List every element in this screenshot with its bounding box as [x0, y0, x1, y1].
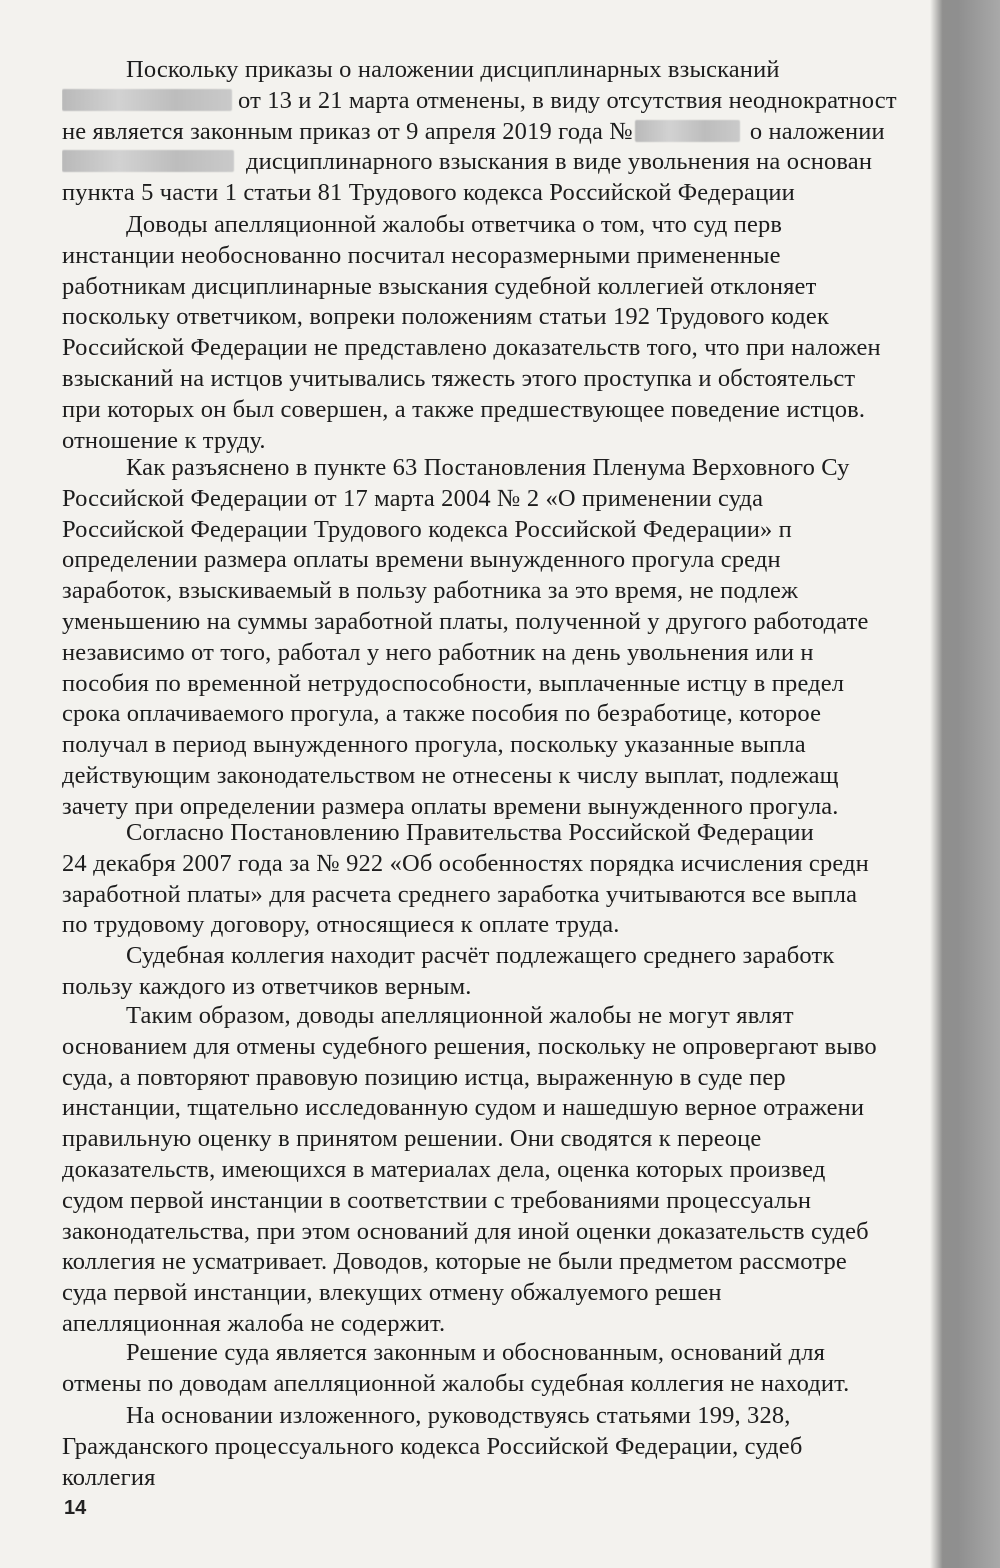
text-line: независимо от того, работал у него работник на день увольнения или н: [62, 638, 814, 666]
paragraph-8: [62, 1401, 962, 1493]
text-line: апелляционная жалоба не содержит.: [62, 1309, 446, 1337]
text-line: Российской Федерации от 17 марта 2004 № 2 «О применении суда: [62, 484, 764, 512]
text-line: суда первой инстанции, влекущих отмену обжалуемого решен: [62, 1279, 722, 1307]
text-line: не является законным приказ от 9 апреля 2019 года № о наложении: [62, 117, 885, 145]
text-line: Судебная коллегия находит расчёт подлежащего среднего заработк: [126, 942, 835, 969]
paragraph-5: [62, 941, 962, 1003]
text-line: от 13 и 21 марта отменены, в виду отсутствия неоднократност: [62, 86, 962, 117]
text-line: Поскольку приказы о наложении дисциплинарных взысканий: [126, 56, 780, 83]
text-line: отмены по доводам апелляционной жалобы судебная коллегия не находит.: [62, 1369, 850, 1397]
text-line: Российской Федерации не представлено доказательств того, что при наложен: [62, 334, 881, 362]
paragraph-6: [62, 1001, 962, 1340]
text-line: Как разъяснено в пункте 63 Постановления Пленума Верховного Су: [126, 454, 850, 481]
paragraph-4: [62, 818, 962, 941]
text-line: пособия по временной нетрудоспособности, выплаченные истцу в предел: [62, 669, 845, 697]
text-line: инстанции необоснованно посчитал несоразмерными примененные: [62, 241, 781, 269]
paragraph-2: [62, 210, 962, 456]
text-line: срока оплачиваемого прогула, а также пособия по безработице, которое: [62, 700, 822, 728]
text-line: коллегия: [62, 1463, 156, 1491]
text-line: отношение к труду.: [62, 426, 266, 454]
text-line: Российской Федерации Трудового кодекса Российской Федерации» п: [62, 515, 792, 543]
text-line: правильную оценку в принятом решении. Они сводятся к переоце: [62, 1125, 762, 1153]
text-line: дисциплинарного взыскания в виде увольнения на основан: [62, 147, 962, 178]
redacted-name: [62, 89, 232, 111]
text-line: по трудовому договору, относящиеся к оплате труда.: [62, 911, 620, 939]
text-line: заработной платы» для расчета среднего заработка учитываются все выпла: [62, 880, 858, 908]
text-line: Доводы апелляционной жалобы ответчика о том, что суд перв: [126, 211, 783, 238]
redacted-name: [62, 150, 234, 172]
text-line: На основании изложенного, руководствуясь статьями 199, 328,: [126, 1402, 791, 1429]
text-line: Гражданского процессуального кодекса Российской Федерации, судеб: [62, 1432, 803, 1460]
text-line: пользу каждого из ответчиков верным.: [62, 972, 472, 1000]
text-line: Таким образом, доводы апелляционной жалобы не могут являт: [126, 1002, 794, 1029]
page-number: 14: [64, 1497, 87, 1519]
text-line: инстанции, тщательно исследованную судом и нашедшую верное отражени: [62, 1094, 865, 1122]
text-line: пункта 5 части 1 статьи 81 Трудового кодекса Российской Федерации: [62, 179, 795, 207]
text-line: Решение суда является законным и обоснованным, оснований для: [126, 1339, 826, 1366]
text-line: коллегия не усматривает. Доводов, которые не были предметом рассмотре: [62, 1248, 847, 1276]
text-line: Согласно Постановлению Правительства Российской Федерации: [126, 819, 814, 846]
paragraph-1: [62, 55, 962, 209]
text-line: определении размера оплаты времени вынужденного прогула средн: [62, 546, 781, 574]
scan-shadow-edge: [930, 0, 1000, 1568]
text-line: основанием для отмены судебного решения, поскольку не опровергают выво: [62, 1032, 877, 1060]
text-line: уменьшению на суммы заработной платы, полученной у другого работодате: [62, 607, 869, 635]
text-line: заработок, взыскиваемый в пользу работника за это время, не подлеж: [62, 577, 799, 605]
text-line: действующим законодательством не отнесены к числу выплат, подлежащ: [62, 761, 839, 789]
redacted-number: [635, 120, 740, 142]
text-line: работникам дисциплинарные взыскания судебной коллегией отклоняет: [62, 272, 817, 300]
text-line: поскольку ответчиком, вопреки положениям статьи 192 Трудового кодек: [62, 303, 830, 331]
text-line: 24 декабря 2007 года за № 922 «Об особенностях порядка исчисления средн: [62, 849, 869, 877]
paragraph-3: [62, 453, 962, 823]
text-line: получал в период вынужденного прогула, поскольку указанные выпла: [62, 731, 806, 759]
text-line: суда, а повторяют правовую позицию истца, выраженную в суде пер: [62, 1063, 786, 1091]
text-line: законодательства, при этом оснований для иной оценки доказательств судеб: [62, 1217, 869, 1245]
text-line: при которых он был совершен, а также предшествующее поведение истцов.: [62, 395, 866, 423]
text-line: зачету при определении размера оплаты времени вынужденного прогула.: [62, 792, 839, 820]
text-line: взысканий на истцов учитывались тяжесть этого проступка и обстоятельст: [62, 364, 856, 392]
text-line: доказательств, имеющихся в материалах дела, оценка которых произвед: [62, 1155, 826, 1183]
paragraph-7: [62, 1338, 962, 1400]
text-line: судом первой инстанции в соответствии с требованиями процессуальн: [62, 1186, 812, 1214]
